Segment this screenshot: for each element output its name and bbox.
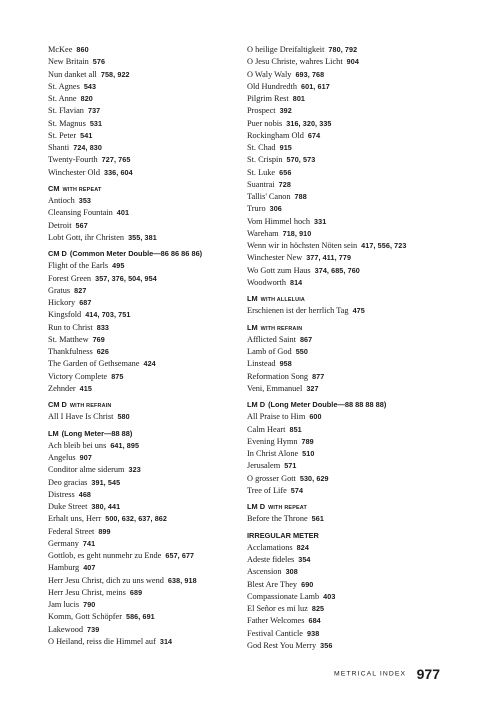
hymn-numbers: 825 xyxy=(311,604,325,613)
tune-name: Antioch xyxy=(48,196,75,205)
tune-name: Father Welcomes xyxy=(247,616,305,626)
tune-entry xyxy=(48,624,248,636)
tune-name: Reformation Song xyxy=(247,371,309,381)
tune-name: Duke Street xyxy=(48,502,88,511)
tune-name: Conditor alme siderum xyxy=(48,465,125,475)
hymn-numbers: 958 xyxy=(279,359,292,369)
tune-entry xyxy=(48,440,248,452)
tune-name: Calm Heart xyxy=(247,424,286,434)
tune-entry xyxy=(247,179,457,191)
tune-entry xyxy=(48,575,248,587)
tune-entry xyxy=(247,603,457,615)
tune-name: Flight of the Earls xyxy=(48,261,109,271)
tune-name: St. Crispin xyxy=(247,155,283,165)
tune-entry xyxy=(247,579,457,591)
tune-entry xyxy=(247,44,457,56)
tune-name: Cleansing Fountain xyxy=(48,208,113,218)
tune-entry xyxy=(247,513,457,525)
page-footer xyxy=(334,665,440,683)
tune-name: Erschienen ist der herrlich Tag xyxy=(247,306,349,316)
tune-name: Woodworth xyxy=(247,277,286,287)
tune-name: Truro xyxy=(247,204,266,214)
hymn-numbers: 741 xyxy=(82,538,96,548)
hymn-numbers: 689 xyxy=(129,587,143,597)
tune-entry xyxy=(48,273,248,285)
tune-entry xyxy=(247,252,457,264)
tune-entry xyxy=(247,591,457,603)
tune-entry xyxy=(48,452,248,464)
hymn-numbers: 790 xyxy=(83,600,96,609)
tune-entry xyxy=(247,615,457,627)
hymn-numbers: 417, 556, 723 xyxy=(361,241,407,250)
hymn-numbers: 475 xyxy=(352,306,365,316)
tune-name: God Rest You Merry xyxy=(247,640,317,650)
meter-heading xyxy=(48,399,248,411)
tune-entry xyxy=(48,118,248,130)
tune-entry xyxy=(48,105,248,117)
tune-entry xyxy=(48,550,248,562)
meter-heading-main: CM D xyxy=(48,400,67,409)
tune-name: All Praise to Him xyxy=(247,412,306,422)
tune-entry xyxy=(247,56,457,68)
tune-name: Ach bleib bei uns xyxy=(48,440,107,450)
hymn-numbers: 877 xyxy=(312,371,325,381)
tune-entry xyxy=(247,566,457,578)
meter-heading-qualifier: WITH REFRAIN xyxy=(69,403,112,409)
tune-name: St. Agnes xyxy=(48,81,80,91)
hymn-numbers: 500, 632, 637, 862 xyxy=(105,514,167,524)
hymn-numbers: 601, 617 xyxy=(301,81,330,91)
tune-entry xyxy=(247,203,457,215)
tune-name: Old Hundredth xyxy=(247,81,298,91)
tune-entry xyxy=(247,142,457,154)
tune-entry xyxy=(48,56,248,68)
tune-name: Thankfulness xyxy=(48,347,93,356)
tune-name: Zehnder xyxy=(48,383,76,393)
tune-entry xyxy=(48,81,248,93)
tune-name: St. Luke xyxy=(247,167,276,177)
hymn-numbers: 780, 792 xyxy=(328,45,358,54)
hymn-numbers: 336, 604 xyxy=(103,167,133,177)
tune-entry xyxy=(48,383,248,395)
hymn-numbers: 407 xyxy=(83,563,96,573)
tune-name: Suantrai xyxy=(247,179,275,189)
hymn-numbers: 915 xyxy=(279,143,292,152)
tune-entry xyxy=(48,232,248,244)
tune-entry xyxy=(48,93,248,105)
tune-entry xyxy=(48,562,248,574)
hymn-numbers: 684 xyxy=(308,616,321,626)
tune-name: Gratus xyxy=(48,285,71,295)
tune-name: Prospect xyxy=(247,106,276,116)
tune-name: Twenty-Fourth xyxy=(48,155,98,165)
tune-name: Afflicted Saint xyxy=(247,334,296,344)
hymn-numbers: 495 xyxy=(112,261,125,271)
tune-name: Tallis' Canon xyxy=(247,192,291,201)
tune-entry xyxy=(247,358,457,370)
hymn-numbers: 392 xyxy=(279,106,292,116)
tune-entry xyxy=(48,464,248,476)
tune-name: Acclamations xyxy=(247,542,293,552)
left-column xyxy=(48,44,248,648)
tune-name: Kingsfold xyxy=(48,310,82,320)
tune-entry xyxy=(247,448,457,460)
hymn-numbers: 567 xyxy=(75,220,88,230)
tune-entry xyxy=(247,118,457,130)
tune-entry xyxy=(247,460,457,472)
tune-name: O grosser Gott xyxy=(247,473,296,483)
meter-heading xyxy=(48,428,248,440)
meter-heading-qualifier: WITH REPEAT xyxy=(268,505,307,511)
right-column xyxy=(247,44,457,652)
meter-heading xyxy=(247,322,457,334)
hymn-numbers: 867 xyxy=(299,334,313,344)
tune-entry xyxy=(48,154,248,166)
tune-entry xyxy=(247,346,457,358)
tune-name: Tree of Life xyxy=(247,485,287,495)
tune-name: O Heiland, reiss die Himmel auf xyxy=(48,636,156,646)
page-number: 977 xyxy=(416,665,440,682)
hymn-numbers: 737 xyxy=(87,106,101,116)
meter-heading-main: LM D xyxy=(247,400,266,409)
tune-entry xyxy=(247,424,457,436)
tune-entry xyxy=(247,93,457,105)
tune-entry xyxy=(247,542,457,554)
tune-name: Forest Green xyxy=(48,273,92,283)
tune-entry xyxy=(48,358,248,370)
tune-entry xyxy=(247,383,457,395)
tune-name: In Christ Alone xyxy=(247,449,299,458)
hymn-numbers: 718, 910 xyxy=(282,228,312,238)
hymn-numbers: 576 xyxy=(92,57,106,67)
tune-name: McKee xyxy=(48,45,73,54)
hymn-numbers: 308 xyxy=(285,567,298,577)
tune-entry xyxy=(48,297,248,309)
tune-entry xyxy=(247,154,457,166)
tune-name: O Waly Waly xyxy=(247,69,292,79)
meter-heading xyxy=(48,248,248,260)
tune-name: Wareham xyxy=(247,228,279,238)
tune-entry xyxy=(247,554,457,566)
tune-name: Lobt Gott, ihr Christen xyxy=(48,232,125,242)
tune-name: Evening Hymn xyxy=(247,436,298,446)
hymn-numbers: 355, 381 xyxy=(128,232,157,242)
tune-entry xyxy=(247,640,457,652)
tune-entry xyxy=(48,334,248,346)
tune-name: Rockingham Old xyxy=(247,130,304,140)
tune-name: All I Have Is Christ xyxy=(48,412,114,422)
tune-entry xyxy=(48,142,248,154)
hymn-numbers: 571 xyxy=(284,461,297,471)
hymn-numbers: 580 xyxy=(117,412,130,422)
tune-name: St. Anne xyxy=(48,94,77,103)
hymn-numbers: 586, 691 xyxy=(125,612,155,622)
tune-name: Run to Christ xyxy=(48,322,93,332)
hymn-numbers: 626 xyxy=(96,347,109,356)
meter-heading-main: LM xyxy=(247,294,258,303)
tune-entry xyxy=(247,228,457,240)
hymn-numbers: 875 xyxy=(111,371,124,381)
meter-heading-main: CM D xyxy=(48,249,67,258)
hymn-numbers: 899 xyxy=(98,526,111,536)
hymn-numbers: 331 xyxy=(314,216,327,226)
hymn-numbers: 374, 685, 760 xyxy=(314,265,360,275)
tune-entry xyxy=(48,207,248,219)
hymn-numbers: 570, 573 xyxy=(286,155,316,165)
tune-name: O heilige Dreifaltigkeit xyxy=(247,45,325,54)
tune-entry xyxy=(48,587,248,599)
tune-name: St. Matthew xyxy=(48,334,89,344)
tune-entry xyxy=(48,309,248,321)
hymn-numbers: 789 xyxy=(301,436,314,446)
tune-entry xyxy=(247,130,457,142)
hymn-numbers: 401 xyxy=(116,208,130,218)
hymn-numbers: 860 xyxy=(76,45,89,54)
tune-entry xyxy=(48,371,248,383)
hymn-numbers: 541 xyxy=(80,130,93,140)
tune-name: Wenn wir in höchsten Nöten sein xyxy=(247,241,358,250)
tune-name: Jam lucis xyxy=(48,600,80,609)
tune-name: Hamburg xyxy=(48,563,80,573)
hymn-numbers: 414, 703, 751 xyxy=(85,310,131,320)
hymn-numbers: 801 xyxy=(292,94,306,103)
tune-name: Jerusalem xyxy=(247,461,281,471)
hymn-numbers: 938 xyxy=(307,628,320,638)
tune-name: Detroit xyxy=(48,220,72,230)
meter-heading-main: LM xyxy=(48,428,59,438)
hymn-numbers: 354 xyxy=(298,555,311,564)
hymn-numbers: 674 xyxy=(307,130,321,140)
tune-name: New Britain xyxy=(48,57,89,67)
hymn-numbers: 391, 545 xyxy=(91,477,121,487)
hymn-numbers: 574 xyxy=(290,485,304,495)
tune-entry xyxy=(247,216,457,228)
hymn-numbers: 907 xyxy=(79,453,92,462)
hymn-numbers: 415 xyxy=(79,383,92,393)
tune-entry xyxy=(247,473,457,485)
tune-name: Lakewood xyxy=(48,624,84,634)
hymn-numbers: 323 xyxy=(128,465,141,475)
tune-name: Herr Jesu Christ, meins xyxy=(48,587,126,597)
meter-heading-main: LM D xyxy=(247,502,266,511)
meter-heading xyxy=(247,501,457,513)
hymn-numbers: 904 xyxy=(346,57,359,67)
meter-heading-description: (Long Meter Double—88 88 88 88) xyxy=(268,400,387,409)
tune-entry xyxy=(48,489,248,501)
hymn-numbers: 724, 830 xyxy=(73,143,102,152)
tune-entry xyxy=(247,305,457,317)
hymn-numbers: 758, 922 xyxy=(100,69,130,79)
tune-entry xyxy=(247,485,457,497)
tune-entry xyxy=(247,105,457,117)
tune-name: Germany xyxy=(48,538,79,548)
tune-name: Blest Are They xyxy=(247,579,298,589)
hymn-numbers: 851 xyxy=(289,424,302,434)
hymn-numbers: 561 xyxy=(311,514,324,524)
hymn-numbers: 510 xyxy=(302,449,315,458)
tune-entry xyxy=(48,260,248,272)
tune-name: St. Peter xyxy=(48,130,77,140)
tune-entry xyxy=(48,130,248,142)
tune-name: Deo gracias xyxy=(48,477,88,487)
hymn-numbers: 468 xyxy=(78,489,92,499)
tune-name: St. Chad xyxy=(247,143,276,152)
hymn-numbers: 531 xyxy=(89,118,103,128)
hymn-numbers: 728 xyxy=(278,179,291,189)
hymn-numbers: 356 xyxy=(320,640,333,650)
tune-name: Gottlob, es geht nunmehr zu Ende xyxy=(48,551,162,560)
hymn-numbers: 687 xyxy=(79,298,92,307)
tune-entry xyxy=(247,371,457,383)
tune-name: Distress xyxy=(48,489,75,499)
tune-entry xyxy=(247,628,457,640)
tune-entry xyxy=(48,526,248,538)
tune-name: El Señor es mi luz xyxy=(247,604,308,613)
tune-name: Victory Complete xyxy=(48,371,108,381)
hymn-numbers: 820 xyxy=(80,94,93,103)
hymn-numbers: 530, 629 xyxy=(299,473,329,483)
tune-entry xyxy=(48,599,248,611)
tune-entry xyxy=(48,220,248,232)
tune-name: Festival Canticle xyxy=(247,628,303,638)
tune-entry xyxy=(247,191,457,203)
tune-name: Angelus xyxy=(48,453,76,462)
hymn-numbers: 827 xyxy=(74,285,87,295)
hymn-numbers: 656 xyxy=(279,167,292,177)
tune-entry xyxy=(48,611,248,623)
tune-name: The Garden of Gethsemane xyxy=(48,359,140,369)
hymn-numbers: 824 xyxy=(296,542,309,552)
tune-name: Shanti xyxy=(48,143,70,152)
hymn-numbers: 638, 918 xyxy=(167,575,197,585)
meter-heading-main: CM xyxy=(48,183,60,193)
hymn-numbers: 380, 441 xyxy=(91,502,121,511)
tune-name: Wo Gott zum Haus xyxy=(247,265,311,275)
tune-entry xyxy=(247,334,457,346)
hymn-numbers: 833 xyxy=(96,322,110,332)
tune-entry xyxy=(48,636,248,648)
hymn-numbers: 316, 320, 335 xyxy=(286,118,332,128)
tune-name: Lamb of God xyxy=(247,347,292,356)
tune-entry xyxy=(48,195,248,207)
meter-heading xyxy=(247,530,457,542)
hymn-numbers: 769 xyxy=(92,334,105,344)
tune-entry xyxy=(48,44,248,56)
tune-entry xyxy=(48,411,248,423)
tune-name: Veni, Emmanuel xyxy=(247,383,303,393)
meter-heading-description: (Long Meter—88 88) xyxy=(61,428,133,438)
tune-name: Vom Himmel hoch xyxy=(247,216,310,226)
tune-entry xyxy=(247,240,457,252)
hymn-numbers: 377, 411, 779 xyxy=(306,253,352,263)
hymn-numbers: 693, 768 xyxy=(295,69,325,79)
tune-name: Pilgrim Rest xyxy=(247,94,289,103)
meter-heading xyxy=(247,293,457,305)
meter-heading-description: (Common Meter Double—86 86 86 86) xyxy=(69,249,203,258)
tune-name: St. Magnus xyxy=(48,118,86,128)
hymn-numbers: 424 xyxy=(143,359,156,369)
tune-entry xyxy=(48,69,248,81)
meter-heading-qualifier: WITH REFRAIN xyxy=(260,325,303,332)
tune-entry xyxy=(247,69,457,81)
tune-entry xyxy=(247,411,457,423)
meter-heading-qualifier: WITH REPEAT xyxy=(62,186,102,193)
tune-entry xyxy=(48,285,248,297)
tune-name: Ascension xyxy=(247,567,282,577)
hymn-numbers: 657, 677 xyxy=(165,551,195,560)
tune-name: Before the Throne xyxy=(247,514,308,524)
tune-name: Komm, Gott Schöpfer xyxy=(48,612,122,622)
tune-entry xyxy=(48,167,248,179)
tune-name: Hickory xyxy=(48,298,76,307)
hymn-numbers: 306 xyxy=(269,204,282,214)
meter-heading xyxy=(48,183,248,195)
tune-entry xyxy=(48,322,248,334)
hymn-numbers: 543 xyxy=(83,81,97,91)
meter-heading-qualifier: WITH ALLELUIA xyxy=(260,297,305,303)
tune-name: O Jesu Christe, wahres Licht xyxy=(247,57,343,67)
tune-name: Linstead xyxy=(247,359,276,369)
tune-name: Adeste fideles xyxy=(247,555,295,564)
hymn-numbers: 727, 765 xyxy=(101,155,131,165)
hymn-numbers: 690 xyxy=(301,579,314,589)
running-footer-label: METRICAL INDEX xyxy=(334,670,407,678)
hymn-numbers: 353 xyxy=(78,196,92,205)
meter-heading-main: IRREGULAR METER xyxy=(247,530,319,540)
tune-name: Federal Street xyxy=(48,526,95,536)
tune-name: Compassionate Lamb xyxy=(247,591,320,601)
hymn-numbers: 788 xyxy=(294,192,307,201)
hymn-numbers: 641, 895 xyxy=(110,440,140,450)
meter-heading xyxy=(247,399,457,411)
tune-entry xyxy=(48,513,248,525)
tune-name: Winchester New xyxy=(247,253,303,263)
tune-entry xyxy=(48,538,248,550)
tune-name: Winchester Old xyxy=(48,167,100,177)
hymn-numbers: 314 xyxy=(159,636,173,646)
tune-entry xyxy=(247,277,457,289)
tune-entry xyxy=(48,477,248,489)
hymn-numbers: 600 xyxy=(309,412,322,422)
hymn-numbers: 357, 376, 504, 954 xyxy=(95,273,157,283)
hymn-numbers: 550 xyxy=(295,347,308,356)
tune-entry xyxy=(247,81,457,93)
tune-entry xyxy=(247,265,457,277)
tune-entry xyxy=(247,167,457,179)
tune-entry xyxy=(247,436,457,448)
tune-entry xyxy=(48,501,248,513)
hymn-numbers: 814 xyxy=(289,277,303,287)
hymn-numbers: 739 xyxy=(87,624,100,634)
hymn-numbers: 403 xyxy=(323,591,336,601)
tune-name: Herr Jesu Christ, dich zu uns wend xyxy=(48,575,164,585)
tune-entry xyxy=(48,346,248,358)
meter-heading-main: LM xyxy=(247,322,258,332)
tune-name: Erhalt uns, Herr xyxy=(48,514,102,524)
hymn-numbers: 327 xyxy=(306,383,319,393)
tune-name: Nun danket all xyxy=(48,69,97,79)
tune-name: St. Flavian xyxy=(48,106,84,116)
tune-name: Puer nobis xyxy=(247,118,283,128)
